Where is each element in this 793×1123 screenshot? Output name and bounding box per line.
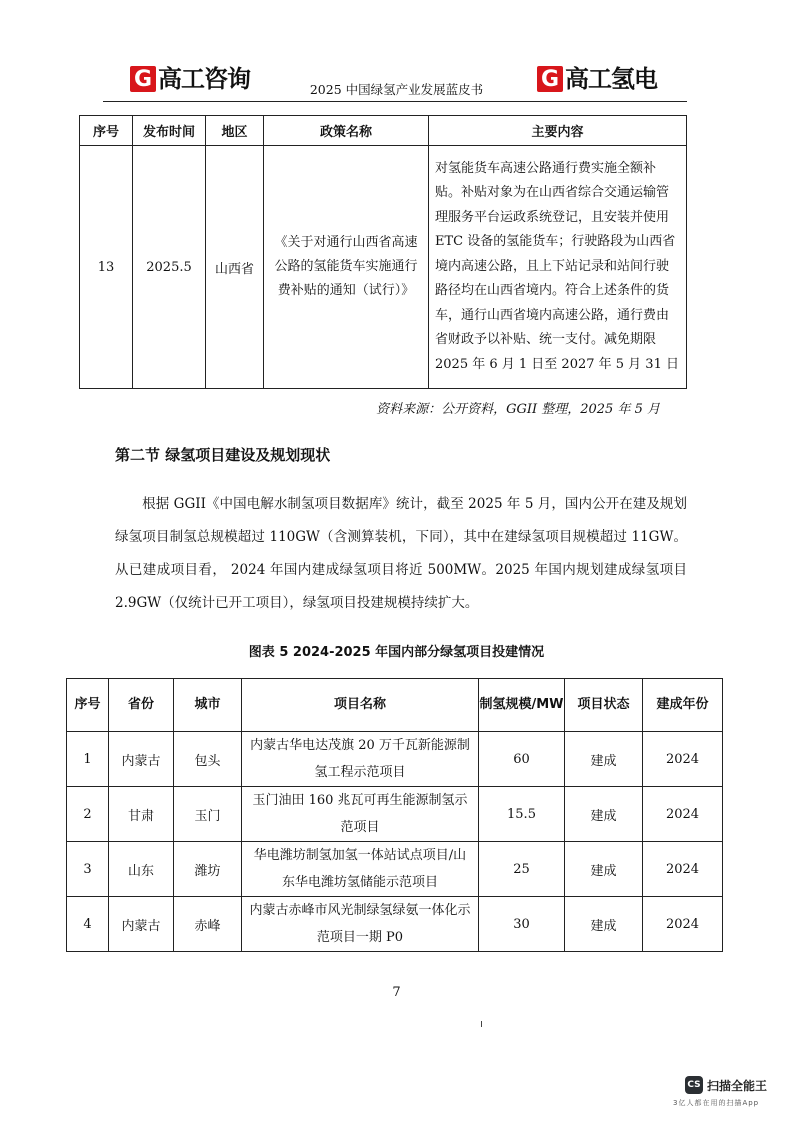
- logo-text: 高工咨询: [158, 65, 250, 93]
- camscanner-icon: CS: [685, 1076, 703, 1094]
- cell-status: 建成: [565, 787, 643, 842]
- cell-main-content: 对氢能货车高速公路通行费实施全额补贴。补贴对象为在山西省综合交通运输管理服务平台运政系统登记，且安装并使用ETC 设备的氢能货车；行驶路段为山西省境内高速公路，且上下站记录和站间行驶路径均在山西省境内。符合上述条件的货车，通行山西省境内高速公路，通行费由省财政予以补贴、统一支付。减免期限 2025 年 6 月 1 日至 2027 年 5 月 31 日: [429, 146, 687, 389]
- scan-mark: [481, 1021, 482, 1027]
- table-row: [67, 732, 723, 787]
- paragraph-text: 根据 GGII《中国电解水制氢项目数据库》统计，截至 2025 年 5 月，国内公开在建及规划绿氢项目制氢总规模超过 110GW（含测算装机，下同），其中在建绿氢项目规模超过 11GW。从已建成项目看， 2024 年国内建成绿氢项目将近 500MW。2025 年国内规划建成绿氢项目 2.9GW（仅统计已开工项目），绿氢项目投建规模持续扩大。: [115, 496, 688, 611]
- table-row: [67, 897, 723, 952]
- cell-no: 13: [80, 146, 133, 389]
- cell-year: 2024: [643, 897, 723, 952]
- col-header: 主要内容: [429, 116, 687, 146]
- cell-province: 内蒙古: [109, 897, 174, 952]
- camscanner-watermark: [685, 1076, 767, 1094]
- cell-scale: 30: [479, 897, 565, 952]
- cell-scale: 15.5: [479, 787, 565, 842]
- cell-year: 2024: [643, 842, 723, 897]
- gg-hydrogen-logo: [537, 64, 657, 94]
- cell-no: 1: [67, 732, 109, 787]
- cell-city: 玉门: [174, 787, 242, 842]
- cell-city: 包头: [174, 732, 242, 787]
- col-header: 建成年份: [643, 679, 723, 732]
- table-row: [67, 787, 723, 842]
- cell-status: 建成: [565, 842, 643, 897]
- logo-g-mark: G: [130, 66, 156, 92]
- cell-project-name: 玉门油田 160 兆瓦可再生能源制氢示范项目: [242, 787, 479, 842]
- source-note: 资料来源：公开资料，GGII 整理，2025 年 5 月: [376, 402, 660, 417]
- cell-project-name: 内蒙古赤峰市风光制绿氢绿氨一体化示范项目一期 P0: [242, 897, 479, 952]
- table-row: [80, 146, 687, 389]
- col-header: 地区: [206, 116, 264, 146]
- col-header: 项目状态: [565, 679, 643, 732]
- cell-province: 甘肃: [109, 787, 174, 842]
- cell-scale: 25: [479, 842, 565, 897]
- col-header: 项目名称: [242, 679, 479, 732]
- logo-text: 高工氢电: [565, 65, 657, 93]
- watermark-name: 扫描全能王: [707, 1078, 768, 1093]
- header-title: 2025 中国绿氢产业发展蓝皮书: [309, 82, 484, 97]
- projects-table: [66, 678, 723, 952]
- cell-province: 山东: [109, 842, 174, 897]
- col-header: 序号: [80, 116, 133, 146]
- table-header-row: [80, 116, 687, 146]
- table-header-row: [67, 679, 723, 732]
- cell-project-name: 华电潍坊制氢加氢一体站试点项目/山东华电潍坊氢储能示范项目: [242, 842, 479, 897]
- cell-year: 2024: [643, 732, 723, 787]
- cell-no: 2: [67, 787, 109, 842]
- body-paragraph: [115, 488, 687, 620]
- figure-title: 图表 5 2024-2025 年国内部分绿氢项目投建情况: [248, 645, 545, 660]
- table-row: [67, 842, 723, 897]
- cell-no: 4: [67, 897, 109, 952]
- col-header: 序号: [67, 679, 109, 732]
- cell-policy-name: 《关于对通行山西省高速公路的氢能货车实施通行费补贴的通知（试行）》: [264, 146, 429, 389]
- cell-no: 3: [67, 842, 109, 897]
- col-header: 发布时间: [133, 116, 206, 146]
- logo-g-mark: G: [537, 66, 563, 92]
- col-header: 政策名称: [264, 116, 429, 146]
- cell-status: 建成: [565, 897, 643, 952]
- cell-project-name: 内蒙古华电达茂旗 20 万千瓦新能源制氢工程示范项目: [242, 732, 479, 787]
- cell-province: 内蒙古: [109, 732, 174, 787]
- cell-date: 2025.5: [133, 146, 206, 389]
- col-header: 城市: [174, 679, 242, 732]
- header-rule: [103, 101, 687, 102]
- cell-city: 潍坊: [174, 842, 242, 897]
- page-number: 7: [392, 985, 401, 1000]
- col-header: 省份: [109, 679, 174, 732]
- cell-year: 2024: [643, 787, 723, 842]
- policy-table: [79, 115, 687, 389]
- cell-status: 建成: [565, 732, 643, 787]
- cell-city: 赤峰: [174, 897, 242, 952]
- col-header: 制氢规模/MW: [479, 679, 565, 732]
- cell-scale: 60: [479, 732, 565, 787]
- watermark-tagline: 3亿人都在用的扫描App: [673, 1099, 760, 1107]
- section-title: 第二节 绿氢项目建设及规划现状: [115, 446, 331, 464]
- cell-region: 山西省: [206, 146, 264, 389]
